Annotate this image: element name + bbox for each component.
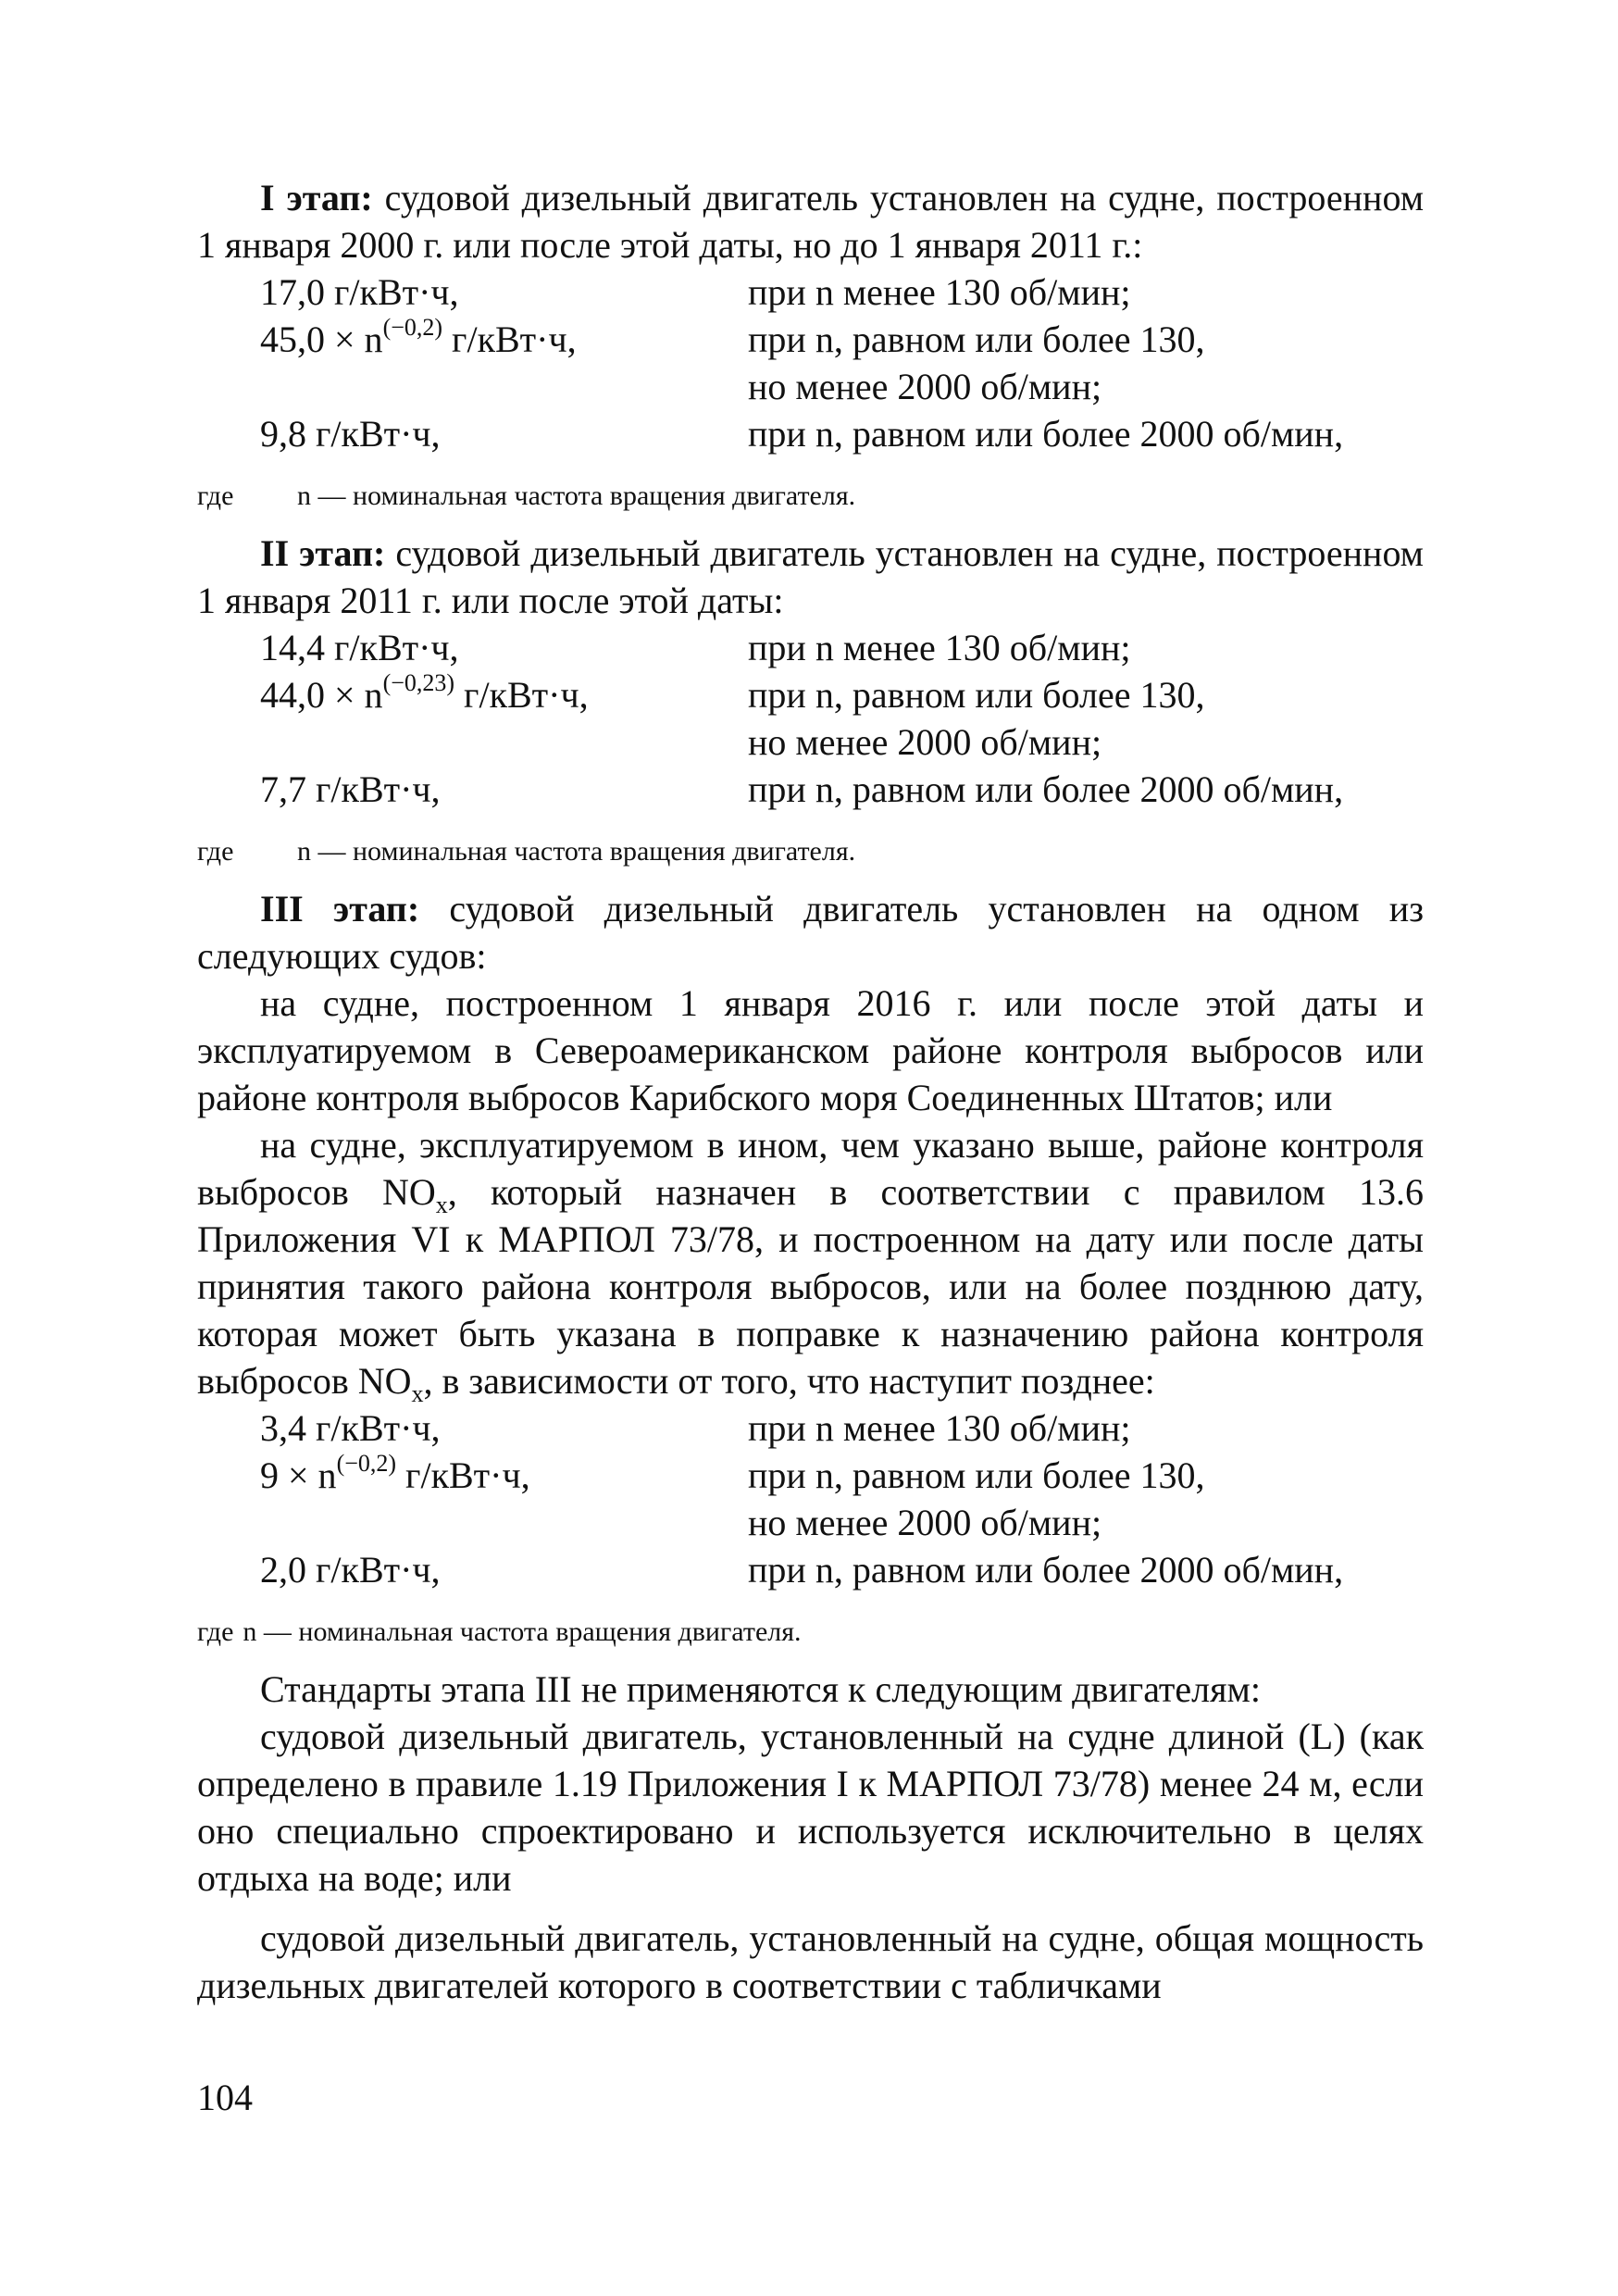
tier3-paragraph [197,885,1424,980]
exemption-item-1: судовой дизельный двигатель, установленный на судне длиной (L) (как определено в правиле 1.19 Приложения I к МАРПОЛ 73/78) менее 24 м, если оно специально спроектировано и используется исключительно в целях отдыха на воде; или [197,1716,1424,1899]
tier3-ship-case-1: на судне, построенном 1 января 2016 г. или после этой даты и эксплуатируемом в Североамериканском районе контроля выбросов или районе контроля выбросов Карибского моря Соединенных Штатов; или [197,982,1424,1118]
tier1-limit-row [197,313,1424,410]
tier3-limit-row [197,1404,1424,1452]
tier1-note: где n — номинальная частота вращения двигателя. [197,480,856,511]
page-body [197,174,1424,2009]
exponent: (−0,2) [382,313,443,341]
tier2-text: судовой дизельный двигатель установлен на судне, построенном 1 января 2011 г. или после этой даты: [197,532,1424,621]
limit-value: 2,0 г/кВт·ч, [260,1549,441,1591]
limit-condition: при n, равном или более 130, но менее 2000 об/мин; [748,1454,1205,1543]
tier2-limits [197,624,1424,813]
tier2-limit-row [197,624,1424,671]
limit-condition: при n, равном или более 2000 об/мин, [748,1549,1344,1591]
limit-value: 14,4 г/кВт·ч, [260,627,459,668]
limit-condition: при n, равном или более 130, но менее 2000 об/мин; [748,674,1205,763]
limit-condition: при n, равном или более 2000 об/мин, [748,768,1344,810]
limit-value: 9,8 г/кВт·ч, [260,413,441,455]
limit-condition: при n, равном или более 2000 об/мин, [748,413,1344,455]
tier1-paragraph [197,174,1424,268]
limit-value: $44,0 \times n^{(-0,23)}$ г/кВт·ч, [260,668,589,716]
tier3-limit-row [197,1449,1424,1546]
limit-value: $9 \times n^{(-0,2)}$ г/кВт·ч, [260,1449,530,1496]
tier2-limit-row [197,766,1424,813]
limit-condition: при n менее 130 об/мин; [748,271,1131,313]
tier3-ship-case-2: на судне, эксплуатируемом в ином, чем указано выше, районе контроля выбросов $NO_x$, который назначен в соответствии с правилом 13.6 Приложения VI к МАРПОЛ 73/78, и построенном на дату или после даты принятия такого района контроля выбросов, или на более позднюю дату, которая может быть указана в поправке к назначению района контроля выбросов $NO_x$, в зависимости от того, что наступит позднее: [197,1124,1424,1407]
limit-condition: при n менее 130 об/мин; [748,627,1131,668]
exponent: (−0,2) [336,1449,397,1477]
limit-condition: при n менее 130 об/мин; [748,1407,1131,1449]
exponent: (−0,23) [382,668,455,696]
tier1-limit-row [197,410,1424,457]
tier3-limit-row [197,1546,1424,1593]
tier2-note: где n — номинальная частота вращения двигателя. [197,836,856,867]
limit-value: 17,0 г/кВт·ч, [260,271,459,313]
tier3-text: судовой дизельный двигатель установлен на одном из следующих судов: [197,888,1425,977]
tier3-limits [197,1404,1424,1593]
page-number: 104 [197,2077,253,2118]
limit-value: 3,4 г/кВт·ч, [260,1407,441,1449]
tier3-heading: III этап: [260,888,420,930]
tier1-text: судовой дизельный двигатель установлен на судне, построенном 1 января 2000 г. или после этой даты, но до 1 января 2011 г.: [197,177,1425,266]
tier3-note: где n — номинальная частота вращения двигателя. [197,1616,802,1647]
exemptions-intro: Стандарты этапа III не применяются к следующим двигателям: [260,1668,1261,1710]
exemption-item-2: судовой дизельный двигатель, установленный на судне, общая мощность дизельных двигателей которого в соответствии с табличками [197,1917,1424,2006]
limit-value: $45,0 \times n^{(-0,2)}$ г/кВт·ч, [260,313,577,360]
limit-condition: при n, равном или более 130, но менее 2000 об/мин; [748,318,1205,407]
tier1-limit-row [197,268,1424,316]
tier1-limits [197,268,1424,457]
tier1-heading: I этап: [260,177,373,218]
tier2-paragraph [197,530,1424,624]
limit-value: 7,7 г/кВт·ч, [260,768,441,810]
tier2-limit-row [197,668,1424,766]
tier2-heading: II этап: [260,532,386,574]
